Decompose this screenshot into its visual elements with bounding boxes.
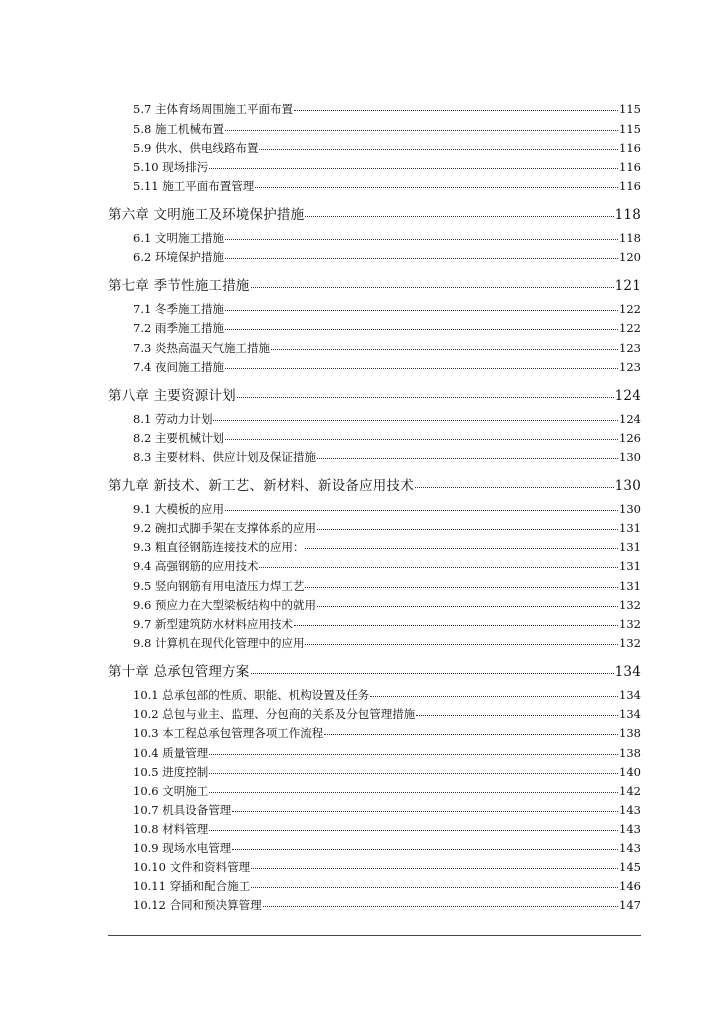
dot-leader (294, 110, 618, 111)
toc-chapter-entry[interactable] (108, 384, 641, 403)
toc-section-entry[interactable] (133, 802, 641, 818)
entry-page-number: 134 (614, 664, 641, 680)
toc-chapter-entry[interactable] (108, 274, 641, 293)
entry-page-number: 130 (614, 478, 641, 494)
dot-leader (251, 673, 614, 674)
dot-leader (225, 130, 618, 131)
entry-title: 10.5 进度控制 (133, 765, 209, 779)
entry-title: 9.5 竖向钢筋有用电渣压力焊工艺 (133, 579, 305, 593)
dot-leader (324, 734, 618, 735)
dot-leader (317, 606, 618, 607)
entry-page-number: 118 (614, 207, 641, 223)
entry-page-number: 132 (619, 598, 641, 612)
entry-page-number: 132 (619, 636, 641, 650)
toc-chapter-entry[interactable] (108, 203, 641, 222)
dot-leader (255, 187, 618, 188)
entry-page-number: 116 (619, 141, 641, 155)
dot-leader (213, 420, 618, 421)
entry-title: 7.3 炎热高温天气施工措施 (133, 341, 270, 355)
dot-leader (209, 754, 618, 755)
toc-section-entry[interactable] (133, 539, 641, 555)
dot-leader (225, 329, 618, 330)
entry-page-number: 134 (619, 707, 641, 721)
dot-leader (209, 168, 618, 169)
toc-section-entry[interactable] (133, 745, 641, 761)
toc-section-entry[interactable] (133, 101, 641, 117)
entry-title: 5.11 施工平面布置管理 (133, 179, 255, 193)
entry-page-number: 116 (619, 179, 641, 193)
entry-page-number: 126 (619, 431, 641, 445)
entry-title: 10.4 质量管理 (133, 746, 209, 760)
dot-leader (416, 715, 618, 716)
dot-leader (225, 439, 618, 440)
entry-page-number: 118 (619, 231, 641, 245)
entry-page-number: 121 (614, 278, 641, 294)
entry-title: 第七章 季节性施工措施 (108, 278, 250, 294)
toc-section-entry[interactable] (133, 558, 641, 574)
entry-page-number: 143 (619, 841, 641, 855)
entry-page-number: 131 (619, 521, 641, 535)
dot-leader (225, 510, 618, 511)
dot-leader (232, 811, 618, 812)
entry-title: 10.10 文件和资料管理 (133, 860, 251, 874)
toc-section-entry[interactable] (133, 359, 641, 375)
dot-leader (251, 868, 618, 869)
dot-leader (225, 310, 618, 311)
toc-chapter-entry[interactable] (108, 474, 641, 493)
dot-leader (271, 349, 618, 350)
dot-leader (209, 792, 618, 793)
dot-leader (415, 487, 614, 488)
toc-section-entry[interactable] (133, 783, 641, 799)
dot-leader (237, 397, 614, 398)
entry-page-number: 147 (619, 898, 641, 912)
toc-section-entry[interactable] (133, 230, 641, 246)
entry-title: 5.8 施工机械布置 (133, 122, 224, 136)
toc-section-entry[interactable] (133, 878, 641, 894)
toc-section-entry[interactable] (133, 449, 641, 465)
dot-leader (225, 239, 618, 240)
entry-page-number: 140 (619, 765, 641, 779)
toc-section-entry[interactable] (133, 159, 641, 175)
dot-leader (251, 287, 614, 288)
dot-leader (251, 887, 618, 888)
dot-leader (209, 830, 618, 831)
entry-page-number: 138 (619, 746, 641, 760)
entry-page-number: 116 (619, 160, 641, 174)
entry-page-number: 123 (619, 341, 641, 355)
entry-title: 第九章 新技术、新工艺、新材料、新设备应用技术 (108, 478, 414, 494)
entry-title: 10.6 文明施工 (133, 784, 209, 798)
dot-leader (294, 625, 618, 626)
entry-title: 8.2 主要机械计划 (133, 431, 224, 445)
toc-section-entry[interactable] (133, 301, 641, 317)
entry-page-number: 122 (619, 321, 641, 335)
entry-page-number: 124 (619, 412, 641, 426)
entry-title: 6.1 文明施工措施 (133, 231, 224, 245)
toc-section-entry[interactable] (133, 616, 641, 632)
toc-chapter-entry[interactable] (108, 660, 641, 679)
toc-section-entry[interactable] (133, 821, 641, 837)
entry-title: 10.8 材料管理 (133, 822, 209, 836)
entry-title: 10.7 机具设备管理 (133, 803, 232, 817)
dot-leader (225, 368, 618, 369)
dot-leader (305, 216, 613, 217)
toc-section-entry[interactable] (133, 249, 641, 265)
entry-title: 7.4 夜间施工措施 (133, 360, 224, 374)
entry-title: 5.10 现场排污 (133, 160, 209, 174)
entry-title: 9.1 大模板的应用 (133, 502, 224, 516)
dot-leader (263, 906, 618, 907)
entry-title: 6.2 环境保护措施 (133, 250, 224, 264)
entry-title: 10.1 总承包部的性质、职能、机构设置及任务 (133, 688, 370, 702)
entry-title: 7.1 冬季施工措施 (133, 302, 224, 316)
entry-page-number: 131 (619, 559, 641, 573)
entry-page-number: 115 (619, 102, 641, 116)
dot-leader (225, 258, 618, 259)
entry-page-number: 124 (614, 388, 641, 404)
entry-title: 5.7 主体育场周围施工平面布置 (133, 102, 293, 116)
toc-section-entry[interactable] (133, 320, 641, 336)
entry-page-number: 138 (619, 726, 641, 740)
toc-section-entry[interactable] (133, 430, 641, 446)
toc-section-entry[interactable] (133, 578, 641, 594)
dot-leader (232, 849, 618, 850)
toc-section-entry[interactable] (133, 411, 641, 427)
dot-leader (305, 644, 618, 645)
entry-page-number: 143 (619, 822, 641, 836)
toc-section-entry[interactable] (133, 597, 641, 613)
entry-title: 7.2 雨季施工措施 (133, 321, 224, 335)
entry-page-number: 146 (619, 879, 641, 893)
entry-title: 8.1 劳动力计划 (133, 412, 213, 426)
entry-page-number: 134 (619, 688, 641, 702)
toc-section-entry[interactable] (133, 140, 641, 156)
toc-section-entry[interactable] (133, 340, 641, 356)
toc-section-entry[interactable] (133, 635, 641, 651)
toc-section-entry[interactable] (133, 706, 641, 722)
dot-leader (259, 149, 618, 150)
entry-title: 10.11 穿插和配合施工 (133, 879, 251, 893)
dot-leader (209, 773, 618, 774)
entry-title: 第六章 文明施工及环境保护措施 (108, 207, 305, 223)
entry-page-number: 120 (619, 250, 641, 264)
entry-title: 9.2 碗扣式脚手架在支撑体系的应用 (133, 521, 316, 535)
entry-title: 10.9 现场水电管理 (133, 841, 232, 855)
entry-title: 第八章 主要资源计划 (108, 388, 236, 404)
entry-title: 9.4 高强钢筋的应用技术 (133, 559, 259, 573)
entry-title: 9.7 新型建筑防水材料应用技术 (133, 617, 293, 631)
entry-title: 9.8 计算机在现代化管理中的应用 (133, 636, 305, 650)
entry-page-number: 145 (619, 860, 641, 874)
toc-section-entry[interactable] (133, 897, 641, 913)
entry-page-number: 143 (619, 803, 641, 817)
entry-page-number: 132 (619, 617, 641, 631)
entry-page-number: 115 (619, 122, 641, 136)
entry-page-number: 130 (619, 450, 641, 464)
entry-title: 9.6 预应力在大型梁板结构中的就用 (133, 598, 316, 612)
entry-title: 9.3 粗直径钢筋连接技术的应用： (133, 540, 305, 554)
toc-section-entry[interactable] (133, 840, 641, 856)
entry-title: 10.2 总包与业主、监理、分包商的关系及分包管理措施 (133, 707, 416, 721)
dot-leader (305, 587, 618, 588)
footer-rule (108, 935, 641, 936)
entry-title: 第十章 总承包管理方案 (108, 664, 250, 680)
entry-title: 10.12 合同和预决算管理 (133, 898, 262, 912)
toc-section-entry[interactable] (133, 121, 641, 137)
dot-leader (259, 567, 618, 568)
toc-section-entry[interactable] (133, 859, 641, 875)
dot-leader (317, 529, 618, 530)
toc-section-entry[interactable] (133, 501, 641, 517)
toc-section-entry[interactable] (133, 178, 641, 194)
toc-section-entry[interactable] (133, 725, 641, 741)
dot-leader (305, 548, 618, 549)
entry-title: 5.9 供水、供电线路布置 (133, 141, 259, 155)
entry-page-number: 131 (619, 579, 641, 593)
toc-section-entry[interactable] (133, 520, 641, 536)
dot-leader (317, 458, 618, 459)
entry-title: 10.3 本工程总承包管理各项工作流程 (133, 726, 324, 740)
entry-page-number: 122 (619, 302, 641, 316)
entry-title: 8.3 主要材料、供应计划及保证措施 (133, 450, 316, 464)
toc-section-entry[interactable] (133, 764, 641, 780)
entry-page-number: 123 (619, 360, 641, 374)
entry-page-number: 130 (619, 502, 641, 516)
toc-section-entry[interactable] (133, 687, 641, 703)
entry-page-number: 142 (619, 784, 641, 798)
dot-leader (370, 696, 618, 697)
entry-page-number: 131 (619, 540, 641, 554)
